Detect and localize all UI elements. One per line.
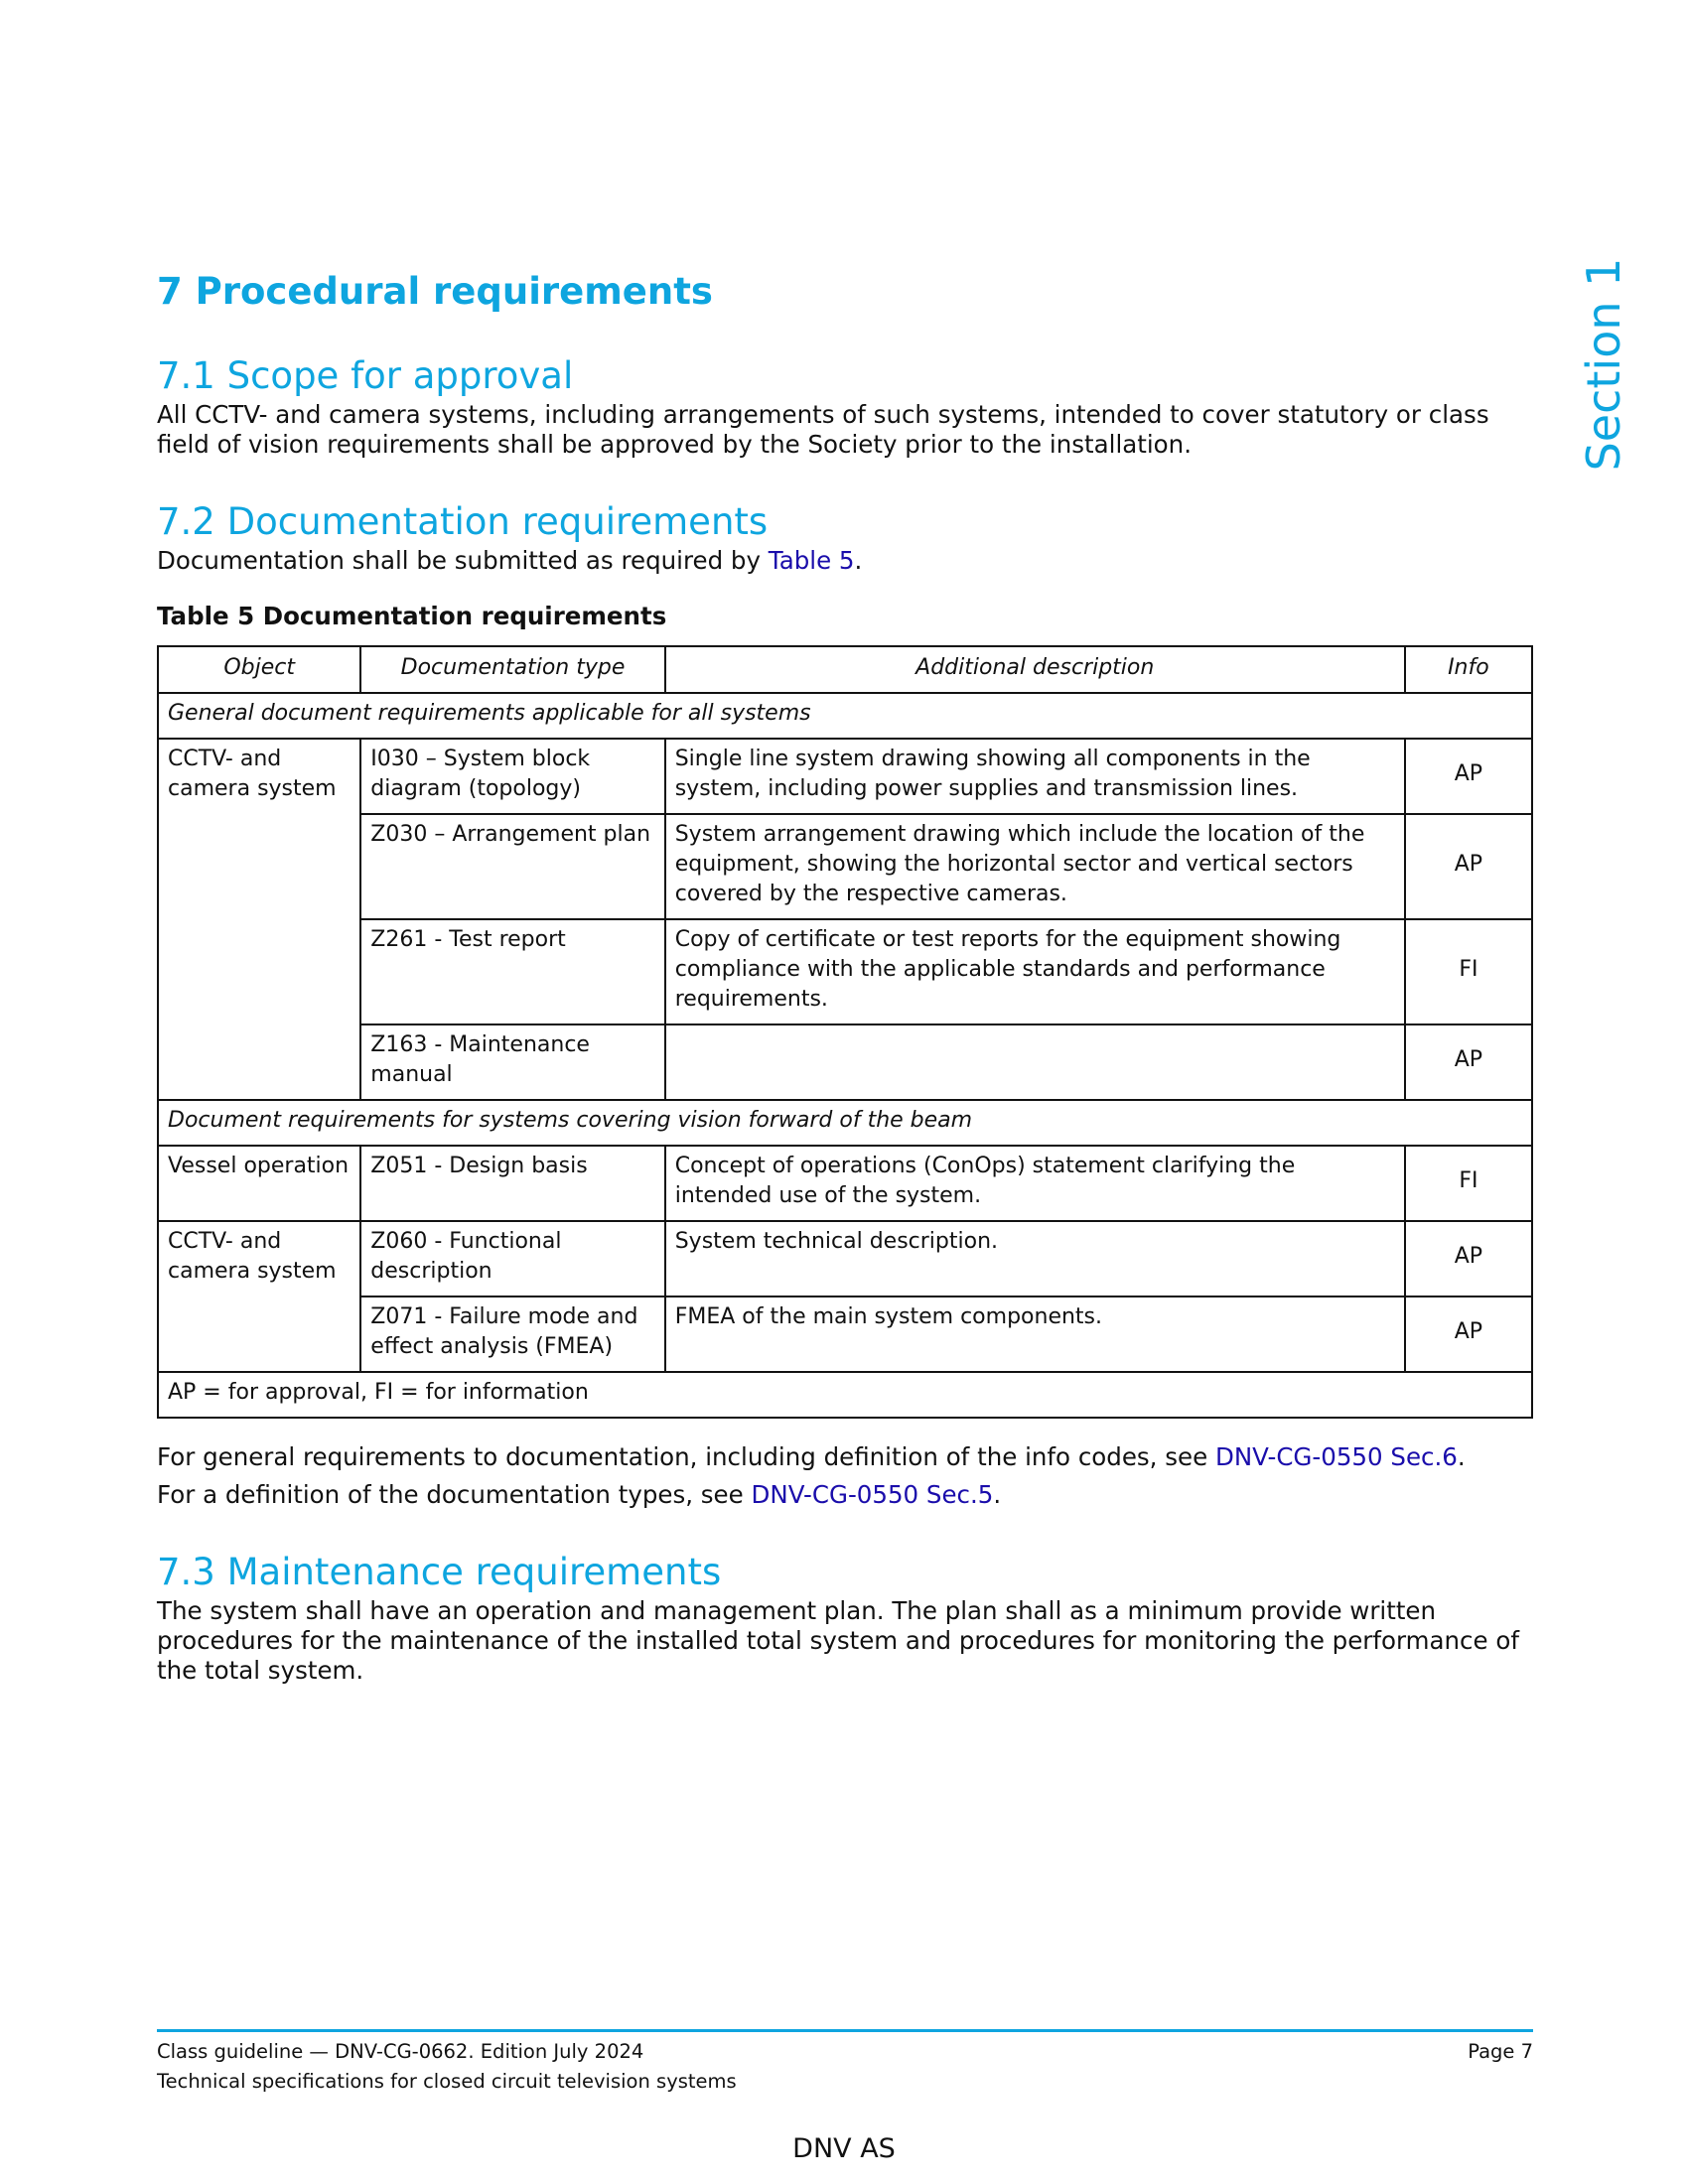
description-cell: Single line system drawing showing all components in the system, including power supplies and transmission lines.: [665, 739, 1405, 814]
table-row: [158, 739, 1532, 814]
footer-page-number: Page 7: [1468, 2040, 1533, 2063]
doc-type-cell: Z071 - Failure mode and effect analysis (FMEA): [360, 1297, 664, 1372]
info-cell: AP: [1405, 1221, 1532, 1297]
chapter-heading: 7 Procedural requirements: [157, 270, 713, 313]
note-period: .: [1457, 1442, 1466, 1471]
info-cell: AP: [1405, 814, 1532, 919]
description-cell: System technical description.: [665, 1221, 1405, 1297]
table-header-row: [158, 646, 1532, 693]
header-doc-type: Documentation type: [360, 646, 664, 693]
table-group-row: [158, 693, 1532, 739]
doc-type-cell: Z030 – Arrangement plan: [360, 814, 664, 919]
description-cell: System arrangement drawing which include the location of the equipment, showing the horizontal sector and vertical sectors covered by the respective cameras.: [665, 814, 1405, 919]
table-row: [158, 1297, 1532, 1372]
page-content: [157, 268, 1532, 1686]
section-side-tab-label: Section 1: [1577, 257, 1630, 472]
header-description: Additional description: [665, 646, 1405, 693]
table-row: [158, 814, 1532, 919]
footer-edition: Class guideline — DNV-CG-0662. Edition July 2024: [157, 2040, 644, 2063]
cg-0550-sec5-link[interactable]: DNV-CG-0550 Sec.5: [751, 1480, 994, 1509]
info-cell: AP: [1405, 1024, 1532, 1100]
description-cell: [665, 1024, 1405, 1100]
documentation-table: [157, 645, 1533, 1419]
footer-document-info: [157, 2037, 737, 2097]
object-cell: CCTV- and camera system: [158, 739, 360, 1100]
general-requirements-note: [157, 1442, 1532, 1472]
table-caption: Table 5 Documentation requirements: [157, 602, 667, 630]
table-row: [158, 1221, 1532, 1297]
description-cell: Copy of certificate or test reports for the equipment showing compliance with the applicable standards and performance requirements.: [665, 919, 1405, 1024]
table-footnote-row: [158, 1372, 1532, 1418]
section-7-1-heading: 7.1 Scope for approval: [157, 354, 574, 397]
info-cell: FI: [1405, 919, 1532, 1024]
footer-divider: [157, 2029, 1533, 2032]
section-7-2-intro: [157, 546, 1532, 576]
cg-0550-sec6-link[interactable]: DNV-CG-0550 Sec.6: [1214, 1442, 1458, 1471]
intro-text: Documentation shall be submitted as required by: [157, 546, 769, 575]
note-text: For a definition of the documentation types, see: [157, 1480, 752, 1509]
header-object: Object: [158, 646, 360, 693]
description-cell: FMEA of the main system components.: [665, 1297, 1405, 1372]
header-info: Info: [1405, 646, 1532, 693]
section-side-tab: [1574, 257, 1633, 472]
note-period: .: [993, 1480, 1002, 1509]
section-7-2-heading: 7.2 Documentation requirements: [157, 500, 769, 543]
doc-type-cell: Z051 - Design basis: [360, 1146, 664, 1221]
section-7-3-body: The system shall have an operation and management plan. The plan shall as a minimum provide written procedures for the maintenance of the installed total system and procedures for monitoring the performance of the total system.: [157, 1596, 1519, 1685]
footer-document-title: Technical specifications for closed circuit television systems: [157, 2070, 737, 2093]
doc-type-cell: Z163 - Maintenance manual: [360, 1024, 664, 1100]
doc-type-cell: Z261 - Test report: [360, 919, 664, 1024]
doc-types-note: [157, 1480, 1532, 1510]
table-row: [158, 1024, 1532, 1100]
info-cell: FI: [1405, 1146, 1532, 1221]
intro-period: .: [854, 546, 863, 575]
table-footnote: AP = for approval, FI = for information: [158, 1372, 1532, 1418]
section-7-1-body: All CCTV- and camera systems, including arrangements of such systems, intended to cover statutory or class field of vision requirements shall be approved by the Society prior to the installation.: [157, 400, 1489, 459]
info-cell: AP: [1405, 1297, 1532, 1372]
info-cell: AP: [1405, 739, 1532, 814]
object-cell: Vessel operation: [158, 1146, 360, 1221]
table-row: [158, 1146, 1532, 1221]
note-text: For general requirements to documentation, including definition of the info codes, see: [157, 1442, 1215, 1471]
footer-organization: DNV AS: [792, 2133, 896, 2164]
object-cell: CCTV- and camera system: [158, 1221, 360, 1372]
table-5-link[interactable]: Table 5: [768, 546, 855, 575]
doc-type-cell: I030 – System block diagram (topology): [360, 739, 664, 814]
group-label-forward-vision: Document requirements for systems covering vision forward of the beam: [158, 1100, 1532, 1146]
description-cell: Concept of operations (ConOps) statement clarifying the intended use of the system.: [665, 1146, 1405, 1221]
group-label-general: General document requirements applicable for all systems: [158, 693, 1532, 739]
table-row: [158, 919, 1532, 1024]
doc-type-cell: Z060 - Functional description: [360, 1221, 664, 1297]
section-7-3-heading: 7.3 Maintenance requirements: [157, 1551, 722, 1593]
table-group-row: [158, 1100, 1532, 1146]
